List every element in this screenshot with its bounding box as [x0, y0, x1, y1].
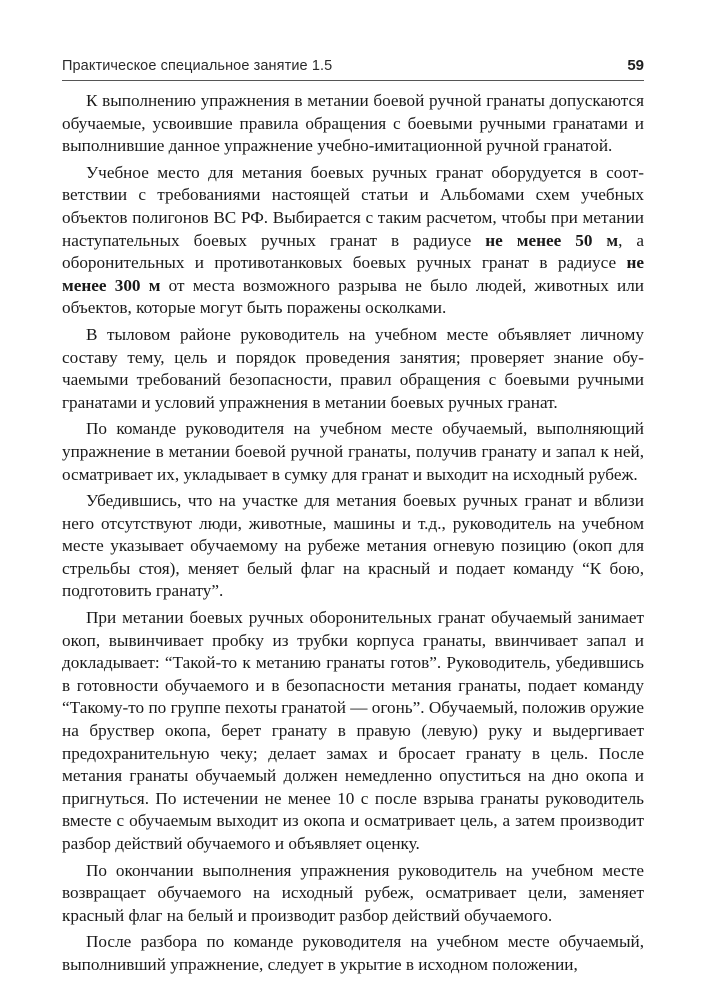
paragraph: По команде руководителя на учебном месте обучаемый, выполняющий упражнение в метании боевой ручной гранаты, получив гранату и запал к ней, осматривает их, укладывает в сумку для гранат и выходит на исходный рубеж. — [62, 419, 644, 484]
paragraph — [62, 162, 644, 320]
paragraph-text: от места возможного разрыва не было людей, животных или объектов, которые могут быть поражены осколками. — [62, 275, 644, 318]
body-text — [62, 90, 644, 981]
paragraph-text: Учебное место для метания боевых ручных гранат оборудуется в соответствии с требованиями настоящей статьи и Альбомами схем учебных объектов полигонов ВС РФ. Выбирается с таким расчетом, чтобы при метании наступательных боевых ручных гранат в радиусе — [62, 162, 644, 250]
page-number: 59 — [627, 57, 644, 74]
paragraph: В тыловом районе руководитель на учебном месте объявляет личному составу тему, цель и порядок проведения занятия; проверяет знание обучаемыми требований безопасности, правил обращения с боевыми ручными гранатами и условий упражнения в метании боевых ручных гранат. — [62, 324, 644, 412]
header-title: Практическое специальное занятие 1.5 — [62, 58, 333, 74]
emphasis-distance: не менее 50 м — [485, 230, 619, 250]
paragraph: Убедившись, что на участке для метания боевых ручных гранат и вблизи него отсутствуют люди, животные, машины и т.д., руководитель на учебном месте указывает обучаемому на рубеже метания огневую позицию (окоп для стрельбы стоя), меняет белый флаг на красный и подает команду “К бою, подготовить гранату”. — [62, 491, 644, 601]
paragraph: При метании боевых ручных оборонительных гранат обучаемый занимает окоп, вывинчивает пробку из трубки корпуса гранаты, ввинчивает запал и докладывает: “Такой-то к метанию гранаты готов”. Руководитель, убедившись в готовности обучаемого и в безопасности метания гранаты, подает команду “Такому-то по группе пехоты гранатой — огонь”. Обучаемый, положив оружие на бруствер окопа, берет гранату в правую (левую) руку и выдергивает предохранительную чеку; делает замах и бросает гранату в цель. После метания гранаты обучаемый должен немедленно опуститься на дно окопа и пригнуться. По истечении не менее 10 с после взрыва гранаты руководитель вместе с обучаемым выходит из окопа и осматривает цель, а затем производит разбор действий обучаемого и объявляет оценку. — [62, 608, 644, 853]
emphasis-distance: не менее 300 м — [62, 253, 644, 295]
running-header — [62, 56, 644, 84]
header-divider — [62, 80, 644, 81]
paragraph: После разбора по команде руководителя на учебном месте обучаемый, выполнивший упражнение, следует в укрытие в исходном положении, — [62, 932, 644, 974]
paragraph-text: , а оборонительных и противотанковых боевых ручных гранат в радиусе — [62, 230, 644, 273]
paragraph: К выполнению упражнения в метании боевой ручной гранаты допускаются обучаемые, усвоившие правила обращения с боевыми ручными гранатами и выполнившие данное упражнение учебно-имитационной ручной гранатой. — [62, 91, 644, 156]
paragraph: По окончании выполнения упражнения руководитель на учебном месте возвращает обучаемого на исходный рубеж, осматривает цели, заменяет красный флаг на белый и производит разбор действий обучаемого. — [62, 860, 644, 925]
